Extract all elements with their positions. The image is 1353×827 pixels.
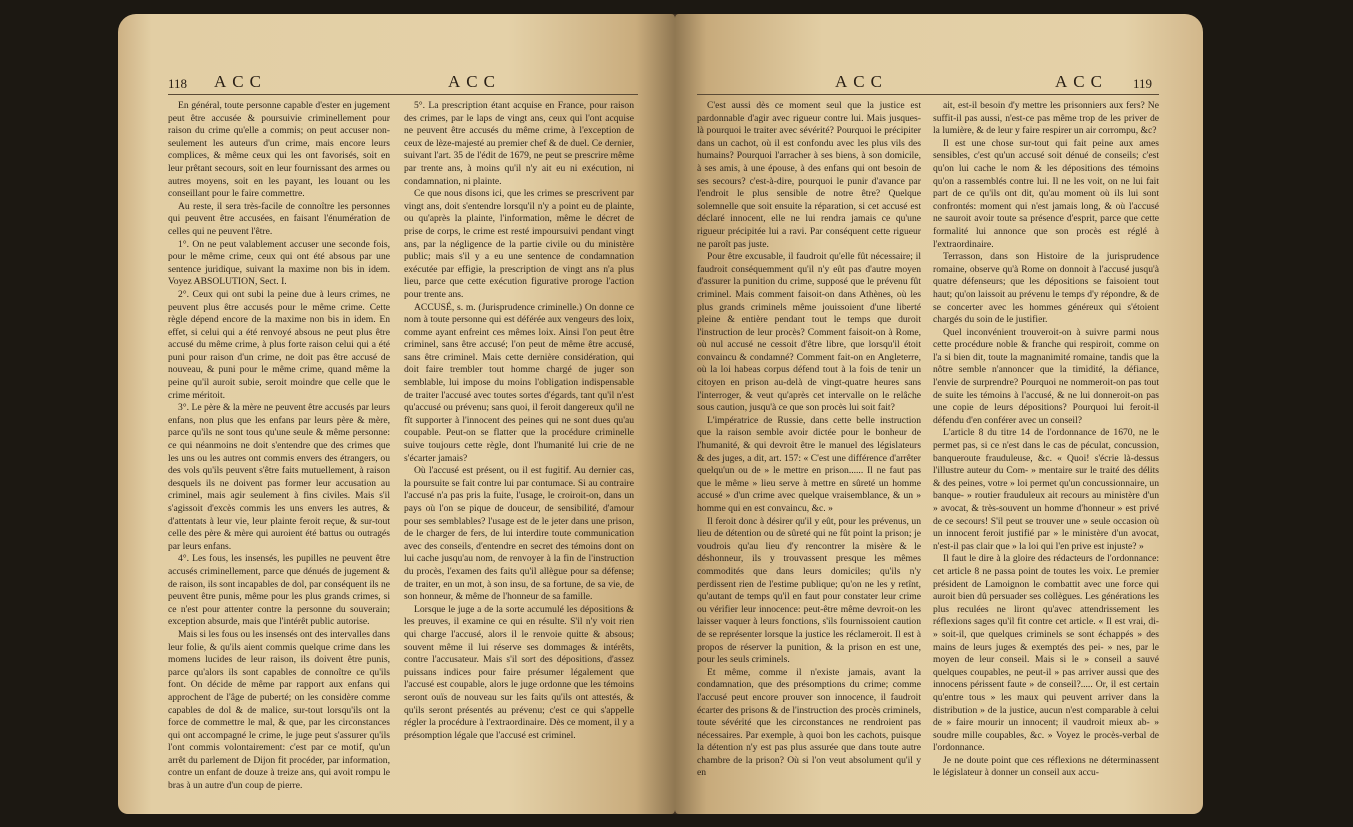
paragraph: Je ne doute point que ces réflexions ne déterminassent le législateur à donner un conseil aux accu- xyxy=(933,754,1159,779)
right-page xyxy=(675,14,1203,814)
paragraph: L'article 8 du titre 14 de l'ordonnance de 1670, ne le permet pas, si ce n'est dans le cas de péculat, concussion, banqueroute frauduleuse, &c. « Quoi! s'écrie là-dessus l'illustre auteur du Com- » mentaire sur le traité des délits & des peines, votre » loi permet qu'un concussionnaire, un banque- » routier frauduleux ait recours au ministère d'un » avocat, & très-souvent un homme d'honneur » est privé de ce secours! S'il peut se trouver une » seule occasion où un innocent feroit justifié par » le ministère d'un avocat, n'est-il pas clair que » la loi qui l'en prive est injuste? » xyxy=(933,427,1159,552)
text-column xyxy=(697,100,921,780)
header-rule xyxy=(697,94,1159,95)
page-number: 119 xyxy=(1133,76,1153,91)
text-column xyxy=(933,100,1159,780)
paragraph: Où l'accusé est présent, ou il est fugitif. Au dernier cas, la poursuite se fait contre lui par contumace. Si au contraire l'accusé n'a pas pris la fuite, l'usage, le croiroit-on, dans un pays où l'on se pique de douceur, de sensibilité, d'amour pour ses semblables? l'usage est de le jeter dans une prison, de le charger de fers, de lui interdire toute communication avec des conseils, d'entendre en secret des témoins dont on lui cache jusqu'au nom, de renvoyer à la fin de l'instruction du procès, l'examen des faits qu'il allègue pour sa défense; de traiter, en un mot, à son insu, de sa fortune, de sa vie, de son honneur, & même de l'honneur de sa famille. xyxy=(404,465,634,603)
paragraph: Ce que nous disons ici, que les crimes se prescrivent par vingt ans, doit s'entendre lorsqu'il n'y a point eu de plainte, ou qu'après la plainte, l'information, même le décret de prise de corps, le crime est resté impoursuivi pendant vingt ans, par la négligence de la partie civile ou du ministère public; mais s'il y a eu une sentence de condamnation exécutée par effigie, la prescription de vingt ans n'a plus lieu, parce que cette exécution figurative proroge l'action pour trente ans. xyxy=(404,188,634,300)
paragraph: Au reste, il sera très-facile de connoître les personnes qui peuvent être accusées, en faisant l'énumération de celles qui ne peuvent l'être. xyxy=(168,200,390,237)
text-column xyxy=(168,100,390,793)
running-head: ACC xyxy=(835,72,888,91)
paragraph: 1°. On ne peut valablement accuser une seconde fois, pour le même crime, ceux qui ont été absous par une sentence juridique, suivant la maxime non bis in idem. Voyez ABSOLUTION, Sect. I. xyxy=(168,238,390,288)
paragraph: 3°. Le père & la mère ne peuvent être accusés par leurs enfans, non plus que les enfans par leurs père & mère, parce qu'ils ne sont tous qu'une seule & même personne: ce qui néanmoins ne doit s'entendre que des crimes que les uns ou les autres ont commis envers des étrangers, ou des vols qu'ils peuvent s'être faits mutuellement, à raison desquels ils ne doivent pas former leur accusation au criminel, mais agir seulement à fins civiles. Mais s'il s'agissoit d'excès commis les uns envers les autres, & d'attentats à leur vie, leur plainte feroit reçue, & sur-tout celle des père & mère qui auroient été battus ou outragés par leurs enfans. xyxy=(168,402,390,552)
header-rule xyxy=(168,94,638,95)
paragraph: ait, est-il besoin d'y mettre les prisonniers aux fers? Ne suffit-il pas aussi, n'est-ce pas même trop de les priver de la lumière, & de leur y faire respirer un air corrompu, &c? xyxy=(933,100,1159,137)
paragraph: Lorsque le juge a de la sorte accumulé les dépositions & les preuves, il examine ce qui en résulte. S'il n'y voit rien qui charge l'accusé, alors il le renvoie quitte & absous; souvent même il lui réserve ses dommages & intérêts, contre l'accusateur. Mais s'il sort des dépositions, d'assez puissans indices pour faire présumer légalement que l'accusé est coupable, alors le juge ordonne que les témoins seront ouïs de nouveau sur les faits qu'ils ont attestés, & qu'ils seront présentés au prévenu; c'est ce qui s'appelle régler la procédure à l'extraordinaire. Dès ce moment, il y a présomption légale que l'accusé est criminel. xyxy=(404,603,634,741)
paragraph: Il est une chose sur-tout qui fait peine aux ames sensibles, c'est qu'un accusé soit dénué de conseils; c'est qu'on lui cache le nom & les dépositions des témoins qu'on a rassemblés contre lui. Il ne les voit, on ne lui fait part de ce qu'ils ont dit, qu'au moment où ils lui sont confrontés: moment qui n'est jamais long, & où l'accusé ne sauroit avoir toute sa présence d'esprit, parce que cette formalité lui annonce que son procès est réglé à l'extraordinaire. xyxy=(933,137,1159,250)
left-page xyxy=(118,14,675,814)
paragraph: Pour être excusable, il faudroit qu'elle fût nécessaire; il faudroit conséquemment qu'il n'y eût pas d'autre moyen d'assurer la punition du crime, supposé que le prévenu fût criminel. Mais comment faisoit-on dans Athènes, où les plus grands criminels même jouissoient d'une liberté pleine & entière pendant tout le temps que duroit l'instruction de leur procès? Comment faisoit-on à Rome, où nul accusé ne cessoit d'être libre, que lorsqu'il étoit convaincu & condamné? Comment fait-on en Angleterre, où la loi habeas corpus défend tout à la fois de tenir un citoyen en prison au-delà de vingt-quatre heures sans l'interroger, & veut qu'après cet intervalle on le relâche sous caution, jusqu'à ce que son procès lui soit fait? xyxy=(697,251,921,414)
paragraph: 4°. Les fous, les insensés, les pupilles ne peuvent être accusés criminellement, parce que dénués de jugement & de raison, ils sont incapables de dol, par conséquent ils ne peuvent être punis, même pour les plus grands crimes, si ce n'est pour attenter contre la personne du souverain; exception absurde, mais que l'intérêt public autorise. xyxy=(168,553,390,628)
paragraph: ACCUSÉ, s. m. (Jurisprudence criminelle.) On donne ce nom à toute personne qui est déférée aux vengeurs des loix, comme ayant enfreint ces mêmes loix. Ainsi l'on peut être criminel, sans être accusé; l'on peut de même être accusé, sans être criminel. Mais cette dernière considération, qui doit faire trembler tout homme chargé de juger son semblable, lui impose du moins l'obligation indispensable de traiter l'accusé avec toutes sortes d'égards, tant qu'il n'est qu'accusé ou prévenu; sans quoi, il feroit dangereux qu'il ne fît supporter à l'innocent des peines qui ne sont dues qu'au coupable. Peut-on se flatter que la procédure criminelle suive toujours cette règle, dont l'humanité lui crie de ne s'écarter jamais? xyxy=(404,301,634,464)
paragraph: Terrasson, dans son Histoire de la jurisprudence romaine, observe qu'à Rome on donnoit à l'accusé jusqu'à quatre défenseurs; que les dépositions se faisoient tout haut; qu'on laissoit au prévenu le temps d'y répondre, & de se concerter avec les hommes généreux qui s'étoient chargés du soin de le justifier. xyxy=(933,251,1159,326)
paragraph: 2°. Ceux qui ont subi la peine due à leurs crimes, ne peuvent plus être accusés pour le même crime. Cette règle dépend encore de la maxime non bis in idem. En effet, si celui qui a été renvoyé absous ne peut plus être accusé du même crime, à plus forte raison celui qui a été puni pour raison d'un crime, ne doit pas être accusé de nouveau, & puni pour le même crime, quand même la peine qu'il auroit subie, seroit moindre que celle que le crime méritoit. xyxy=(168,288,390,401)
running-head: ACC xyxy=(448,72,501,91)
text-column xyxy=(404,100,634,742)
running-head: ACC xyxy=(214,72,267,91)
page-number: 118 xyxy=(168,76,188,91)
paragraph: L'impératrice de Russie, dans cette belle instruction que la raison semble avoir dictée pour le bonheur de l'humanité, & qui devroit être le manuel des législateurs & des juges, a dit, art. 157: « C'est une différence d'arrêter quelqu'un ou de » le mettre en prison...... Il ne faut pas que le même » lieu serve à mettre en sûreté un homme accusé » d'un crime avec quelque vraisemblance, & un » homme qui en est convaincu, &c. » xyxy=(697,414,921,514)
paragraph: C'est aussi dès ce moment seul que la justice est pardonnable d'agir avec rigueur contre lui. Mais jusques-là pourquoi le traiter avec sévérité? Pourquoi le précipiter dans un cachot, où il est confondu avec les plus vils des humains? Pourquoi l'arracher à ses biens, à son domicile, à ses amis, à une épouse, à des enfans qui ont besoin de ses secours? c'est-à-dire, pourquoi le punir d'avance par l'endroit le plus sensible de notre être? Quelque solemnelle que soit ensuite la réparation, si cet accusé est déclaré innocent, elle ne lui rendra jamais ce qu'une rigueur précipitée lui a ravi. Par conséquent cette rigueur ne paroît pas juste. xyxy=(697,100,921,250)
paragraph: Et même, comme il n'existe jamais, avant la condamnation, que des présomptions du crime; comme l'accusé peut encore prouver son innocence, il faudroit écarter des prisons & de l'instruction des procès criminels, toute sévérité que les circonstances ne rendroient pas nécessaires. Par exemple, à quoi bon les cachots, puisque la détention n'y est pas plus assurée que dans toute autre chambre de la prison? Où si l'on veut absolument qu'il y en xyxy=(697,666,921,779)
paragraph: Mais si les fous ou les insensés ont des intervalles dans leur folie, & qu'ils aient commis quelque crime dans les momens lucides de leur raison, ils doivent être punis, parce qu'alors ils sont capables de connoître ce qu'ils font. On décide de même par rapport aux enfans qui approchent de l'âge de puberté; on les considère comme capables de dol & de malice, sur-tout lorsqu'ils ont la force de commettre le mal, & que, par les circonstances qui ont accompagné le crime, le juge peut s'assurer qu'ils l'ont commis volontairement: c'est par ce motif, qu'un arrêt du parlement de Dijon fit procéder, par information, contre un enfant de douze à treize ans, qui avoit rompu le bras à un autre d'un coup de pierre. xyxy=(168,628,390,792)
running-head: ACC xyxy=(1055,72,1108,91)
paragraph: Il feroit donc à désirer qu'il y eût, pour les prévenus, un lieu de détention ou de sûreté qui ne fût point la prison; je voudrois qu'au lieu d'y rencontrer la misère & le déshonneur, ils y trouvassent presque les mêmes commodités que dans leurs domiciles; qu'ils n'y perdissent rien de l'estime publique; qu'on ne les y retînt, qu'autant de temps qu'il en faut pour constater leur crime ou vérifier leur innocence: peut-être même devroit-on les laisser vaquer à leurs fonctions, s'ils fournissoient caution de se représenter lorsque la justice les réclameroit. Il est à propos de réserver la punition, & la prison en est une, pour les seuls criminels. xyxy=(697,515,921,666)
paragraph: 5°. La prescription étant acquise en France, pour raison des crimes, par le laps de vingt ans, ceux qui l'ont acquise ne peuvent être accusés du même crime, à l'exception de ceux de lèze-majesté au premier chef & de duel. Ce dernier, suivant l'art. 35 de l'édit de 1679, ne peut se prescrire même par trente ans, à moins qu'il n'y ait eu ni exécution, ni condamnation, ni plainte. xyxy=(404,100,634,187)
paragraph: Il faut le dire à la gloire des rédacteurs de l'ordonnance: cet article 8 ne passa point de toutes les voix. Le premier président de Lamoignon le combattit avec une force qui auroit bien dû persuader ses collègues. Les générations les plus reculées ne liront qu'avec attendrissement les réflexions sages qu'il fit contre cet article. « Il est vrai, di- » soit-il, que quelques criminels se sont échappés » des mains de leurs juges & exemptés des pei- » nes, par le moyen de leur conseil. Mais si le » conseil a sauvé quelques coupables, ne peut-il » pas arriver aussi que des innocens périssent faute » de conseil?..... Or, il est certain qu'entre tous » les maux qui peuvent arriver dans la distribution » de la justice, aucun n'est comparable à celui de » faire mourir un innocent; il vaudroit mieux ab- » soudre mille coupables, &c. » Voyez le procès-verbal de l'ordonnance. xyxy=(933,553,1159,754)
paragraph: Quel inconvénient trouveroit-on à suivre parmi nous cette procédure noble & franche qui respiroit, comme on l'a si bien dit, toute la magnanimité romaine, tandis que la nôtre semble n'annoncer que la timidité, la défiance, l'envie de surprendre? Pourquoi ne nommeroit-on pas tout de suite les témoins à l'accusé, & ne lui donneroit-on pas une copie de leurs dépositions? Pourquoi lui feroit-il défendu d'en conférer avec un conseil? xyxy=(933,326,1159,426)
paragraph: En général, toute personne capable d'ester en jugement peut être accusée & poursuivie criminellement pour raison du crime qu'elle a commis; on peut accuser non-seulement les auteurs d'un crime, mais encore leurs complices, & même ceux qui les ont favorisés, soit en leur prêtant secours, soit en leur fournissant des armes ou autres moyens, soit en les payant, les louant ou les conseillant pour le faire commettre. xyxy=(168,100,390,200)
